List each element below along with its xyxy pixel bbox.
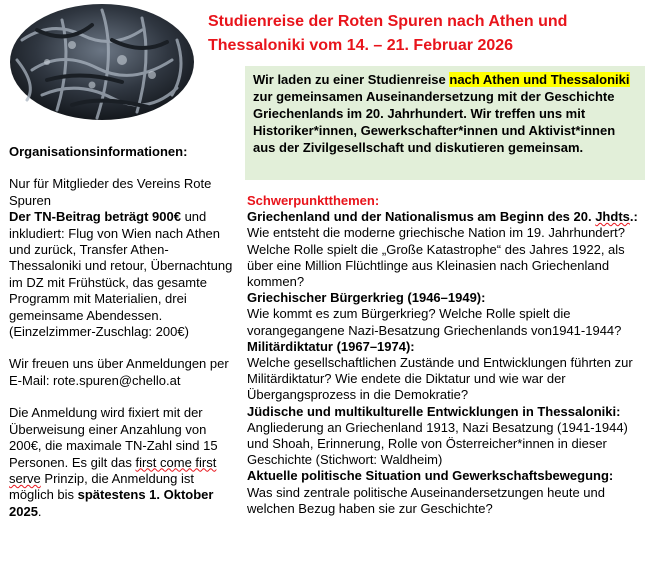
confirmation-text: Die Anmeldung wird fixiert mit der Überweisung einer Anzahlung von 200€, die maximale TN-Zahl sind 15 Personen. Es gilt das: [9, 405, 218, 470]
topics-section: [247, 193, 651, 517]
topic-text: Was sind zentrale politische Auseinandersetzungen heute und welchen Bezug haben sie zur Geschichte?: [247, 484, 605, 516]
topic-title-end: .:: [629, 209, 638, 225]
topic-title: Aktuelle politische Situation und Gewerkschaftsbewegung:: [247, 468, 614, 484]
fee-amount: Der TN-Beitrag beträgt 900€: [9, 209, 181, 225]
topics-heading: Schwerpunktthemen:: [247, 193, 380, 208]
topic-text: Welche gesellschaftlichen Zustände und Entwicklungen führten zur Militärdiktatur? Wie endete die Diktatur und wie war der Übergangsprozess in die Demokratie?: [247, 355, 633, 403]
first-come-text: first come first serve: [9, 454, 217, 486]
organization-info: [9, 144, 237, 520]
intro-box: [245, 66, 645, 180]
fee-details: und inkludiert: Flug von Wien nach Athen und zurück, Transfer Athen-Thessaloniki und retour, Übernachtung im DZ mit Frühstück, das gesamte Programm mit Materialien, drei gemeinsame Abendessen. (Einzelzimmer-Zuschlag: 200€): [9, 209, 233, 340]
topic-text: Angliederung an Griechenland 1913, Nazi Besatzung (1941-1944) und Shoah, Erinnerung, Rolle von Österreicher*innen in dieser Geschichte (Stichwort: Waldheim): [247, 419, 628, 468]
organization-heading: Organisationsinformationen:: [9, 144, 188, 159]
topic-text: Wie kommt es zum Bürgerkrieg? Welche Rolle spielt die vorangegangene Nazi-Besatzung Griechenlands von1941-1944?: [247, 306, 622, 338]
confirmation-text-2: Prinzip, die Anmeldung ist möglich bis: [9, 470, 194, 503]
page-title: Studienreise der Roten Spuren nach Athen und Thessaloniki vom 14. – 21. Februar 2026: [208, 13, 568, 54]
intro-highlight: nach Athen und Thessaloniki: [449, 72, 630, 87]
topic-title-text: Griechenland und der Nationalismus am Beginn des 20.: [247, 209, 596, 225]
deadline-text: spätestens 1. Oktober 2025: [9, 487, 214, 519]
registration-text: Wir freuen uns über Anmeldungen per E-Mail: rote.spuren@chello.at: [9, 356, 229, 388]
fee-paragraph: [9, 209, 237, 340]
members-only-text: Nur für Mitglieder des Vereins Rote Spuren: [9, 176, 212, 208]
intro-text-2: zur gemeinsamen Auseinandersetzung mit der Geschichte Griechenlands im 20. Jahrhundert. Wir treffen uns mit Historiker*innen, Gewerkschafter*innen und Aktivist*innen aus der Zivilgesellschaft und diskutieren gemeinsam.: [253, 89, 616, 155]
intro-text: Wir laden zu einer Studienreise: [253, 72, 450, 87]
confirmation-end: .: [37, 503, 42, 519]
topic-title-abbrev: Jhdts: [595, 209, 630, 225]
sculpture-image: [2, 0, 198, 132]
topic-title: Militärdiktatur (1967–1974):: [247, 338, 415, 354]
topic-title: Griechischer Bürgerkrieg (1946–1949):: [247, 290, 486, 306]
topic-text: Wie entsteht die moderne griechische Nation im 19. Jahrhundert? Welche Rolle spielt die „Große Katastrophe“ des Jahres 1922, als über eine Million Flüchtlinge aus Kleinasien nach Griechenland kommen?: [247, 225, 625, 290]
topic-title: [247, 209, 651, 225]
topic-title: Jüdische und multikulturelle Entwicklungen in Thessaloniki:: [247, 403, 621, 419]
confirmation-paragraph: [9, 405, 237, 520]
